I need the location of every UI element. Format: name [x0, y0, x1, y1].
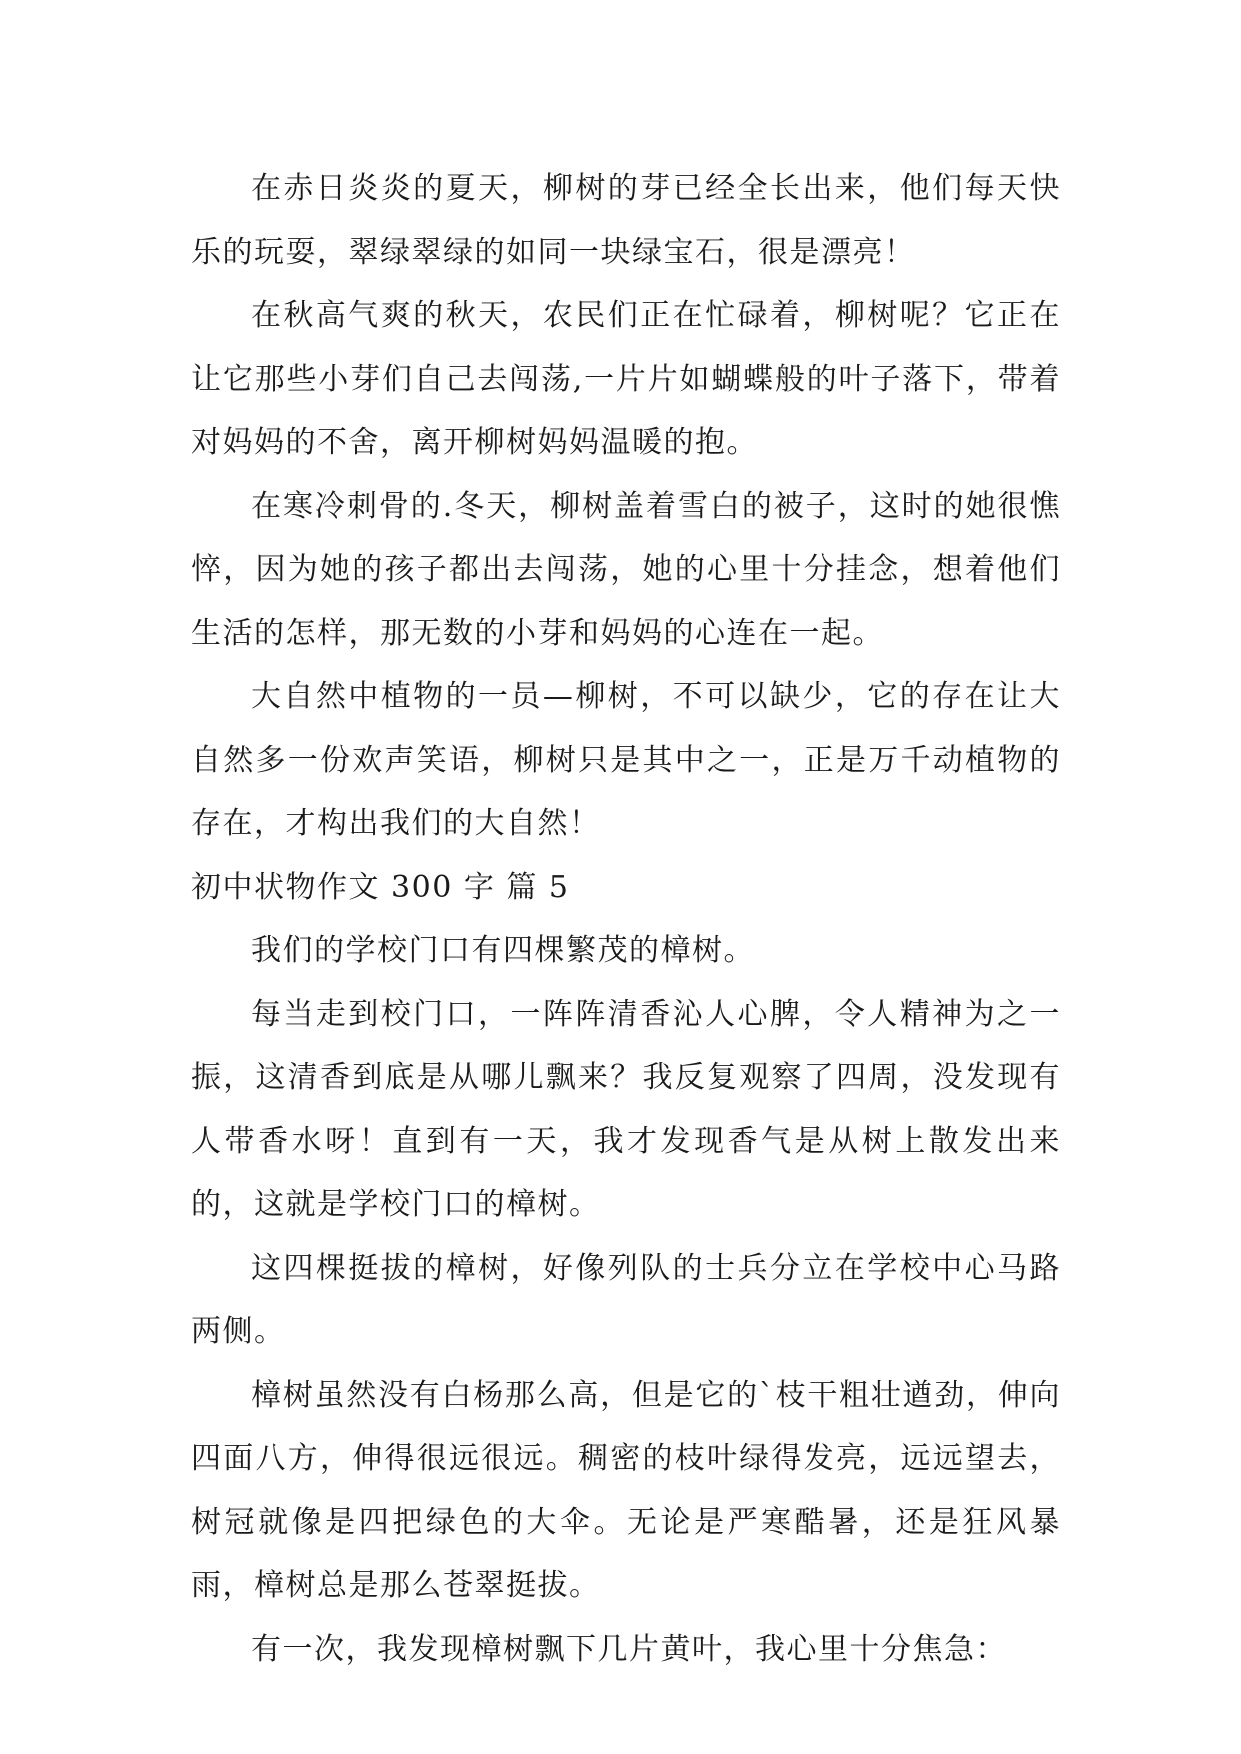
- paragraph-camphor-yellow-leaves: 有一次，我发现樟树飘下几片黄叶，我心里十分焦急：: [251, 1631, 1007, 1667]
- paragraph-camphor-description: 樟树虽然没有白杨那么高，但是它的`枝干粗壮遒劲，伸向四面八方，伸得很远很远。稠密的枝叶绿得发亮，远远望去，树冠就像是四把绿色的大伞。无论是严寒酷暑，还是狂风暴雨，樟树总是那么苍翠挺拔。: [191, 1377, 1061, 1603]
- essay-heading: 初中状物作文 300 字 篇 5: [191, 869, 570, 905]
- paragraph-summer-willow: 在赤日炎炎的夏天，柳树的芽已经全长出来，他们每天快乐的玩耍，翠绿翠绿的如同一块绿宝石，很是漂亮！: [191, 171, 1061, 270]
- paragraph-autumn-willow: 在秋高气爽的秋天，农民们正在忙碌着，柳树呢？它正在让它那些小芽们自己去闯荡,一片片如蝴蝶般的叶子落下，带着对妈妈的不舍，离开柳树妈妈温暖的抱。: [191, 298, 1061, 460]
- paragraph-winter-willow: 在寒冷刺骨的.冬天，柳树盖着雪白的被子，这时的她很憔悴，因为她的孩子都出去闯荡，她的心里十分挂念，想着他们生活的怎样，那无数的小芽和妈妈的心连在一起。: [191, 488, 1061, 651]
- paragraph-camphor-fragrance: 每当走到校门口，一阵阵清香沁人心脾，令人精神为之一振，这清香到底是从哪儿飘来？我反复观察了四周，没发现有人带香水呀！直到有一天，我才发现香气是从树上散发出来的，这就是学校门口的樟树。: [191, 996, 1061, 1222]
- paragraph-camphor-soldiers: 这四棵挺拔的樟树，好像列队的士兵分立在学校中心马路两侧。: [191, 1250, 1061, 1349]
- paragraph-camphor-intro: 我们的学校门口有四棵繁茂的樟树。: [251, 933, 755, 968]
- document-body: [191, 157, 1061, 1681]
- paragraph-nature-willow: 大自然中植物的一员—柳树，不可以缺少，它的存在让大自然多一份欢声笑语，柳树只是其中之一，正是万千动植物的存在，才构出我们的大自然！: [191, 679, 1061, 841]
